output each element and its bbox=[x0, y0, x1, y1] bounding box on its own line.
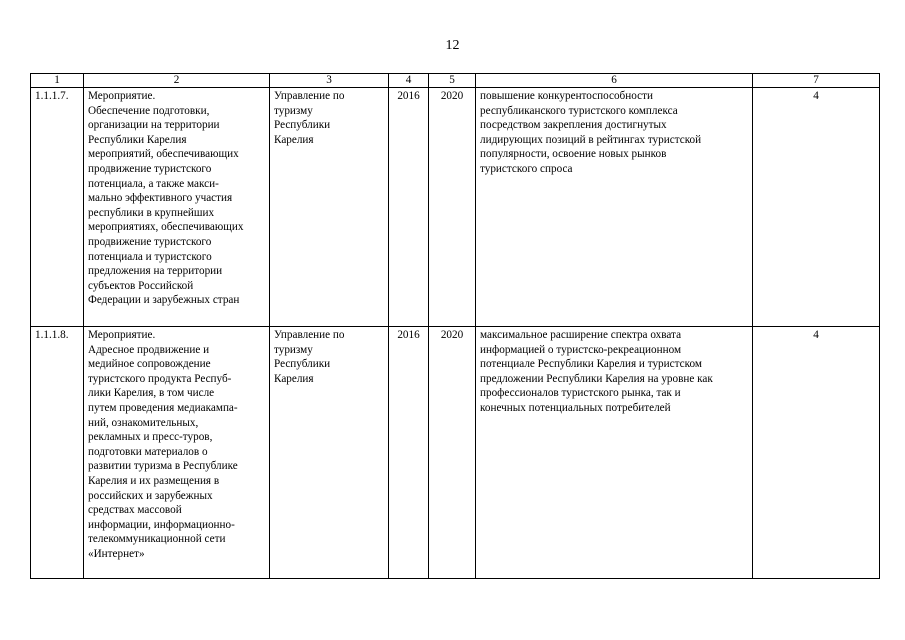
activity-line: развитии туризма в Республике bbox=[88, 460, 238, 473]
header-col-3: 3 bbox=[270, 74, 389, 88]
executor-line: Управление по bbox=[274, 329, 345, 341]
activity-line: ний, ознакомительных, bbox=[88, 416, 199, 429]
activity-line: Обеспечение подготовки, bbox=[88, 104, 210, 117]
measures-table bbox=[30, 73, 880, 579]
activity-cell bbox=[84, 88, 270, 327]
header-col-1: 1 bbox=[31, 74, 84, 88]
result-line: повышение конкурентоспособности bbox=[480, 90, 653, 102]
activity-line: лики Карелия, в том числе bbox=[88, 387, 215, 400]
result-line: потенциале Республики Карелия и туристском bbox=[480, 358, 702, 371]
executor-line: Управление по bbox=[274, 90, 345, 102]
activity-line: Карелия и их размещения в bbox=[88, 474, 220, 487]
activity-line: российских и зарубежных bbox=[88, 489, 213, 502]
activity-line: республики в крупнейших bbox=[88, 206, 215, 219]
end-year: 2020 bbox=[429, 88, 476, 327]
activity-line: Адресное продвижение и bbox=[88, 343, 210, 356]
executor-cell bbox=[270, 327, 389, 579]
result-line: туристского спроса bbox=[480, 162, 573, 175]
activity-line: телекоммуникационной сети bbox=[88, 533, 226, 546]
result-line: республиканского туристского комплекса bbox=[480, 104, 678, 117]
header-col-5: 5 bbox=[429, 74, 476, 88]
row-code: 1.1.1.7. bbox=[31, 88, 84, 327]
row-code: 1.1.1.8. bbox=[31, 327, 84, 579]
executor-line: Республики bbox=[274, 119, 331, 132]
start-year: 2016 bbox=[389, 88, 429, 327]
executor-line: туризму bbox=[274, 104, 313, 117]
activity-line: потенциала, а также макси- bbox=[88, 177, 219, 190]
executor-line: туризму bbox=[274, 343, 313, 356]
result-line: лидирующих позиций в рейтингах туристской bbox=[480, 133, 702, 146]
activity-line: путем проведения медиакампа- bbox=[88, 401, 238, 414]
activity-line: организации на территории bbox=[88, 119, 220, 132]
result-line: популярности, освоение новых рынков bbox=[480, 148, 667, 161]
table-row bbox=[31, 88, 880, 327]
result-line: посредством закрепления достигнутых bbox=[480, 119, 667, 132]
activity-line: медийное сопровождение bbox=[88, 358, 211, 371]
result-line: предложении Республики Карелия на уровне как bbox=[480, 372, 713, 385]
header-row bbox=[31, 74, 880, 88]
col7-value: 4 bbox=[753, 88, 880, 327]
activity-line: Республики Карелия bbox=[88, 133, 187, 146]
activity-line: Мероприятие. bbox=[88, 90, 156, 102]
activity-line: Мероприятие. bbox=[88, 329, 156, 341]
activity-line: продвижение туристского bbox=[88, 235, 212, 248]
activity-line: Федерации и зарубежных стран bbox=[88, 294, 240, 307]
start-year: 2016 bbox=[389, 327, 429, 579]
activity-line: потенциала и туристского bbox=[88, 250, 212, 263]
result-line: максимальное расширение спектра охвата bbox=[480, 329, 682, 341]
activity-line: «Интернет» bbox=[88, 547, 145, 560]
executor-line: Республики bbox=[274, 358, 331, 371]
result-line: конечных потенциальных потребителей bbox=[480, 401, 671, 414]
activity-line: предложения на территории bbox=[88, 265, 223, 278]
result-cell bbox=[476, 88, 753, 327]
activity-line: продвижение туристского bbox=[88, 162, 212, 175]
activity-line: средствах массовой bbox=[88, 504, 182, 517]
activity-cell bbox=[84, 327, 270, 579]
page-number: 12 bbox=[445, 38, 460, 53]
header-col-4: 4 bbox=[389, 74, 429, 88]
executor-line: Карелия bbox=[274, 133, 314, 146]
header-col-7: 7 bbox=[753, 74, 880, 88]
result-cell bbox=[476, 327, 753, 579]
activity-line: информации, информационно- bbox=[88, 518, 235, 531]
activity-line: рекламных и пресс-туров, bbox=[88, 431, 213, 444]
activity-line: мероприятий, обеспечивающих bbox=[88, 148, 239, 161]
executor-line: Карелия bbox=[274, 372, 314, 385]
activity-line: подготовки материалов о bbox=[88, 445, 208, 458]
result-line: информацией о туристско-рекреационном bbox=[480, 343, 682, 356]
activity-line: мероприятиях, обеспечивающих bbox=[88, 221, 244, 234]
table-row bbox=[31, 327, 880, 579]
result-line: профессионалов туристского рынка, так и bbox=[480, 387, 681, 400]
col7-value: 4 bbox=[753, 327, 880, 579]
executor-cell bbox=[270, 88, 389, 327]
header-col-2: 2 bbox=[84, 74, 270, 88]
end-year: 2020 bbox=[429, 327, 476, 579]
activity-line: туристского продукта Респуб- bbox=[88, 372, 232, 385]
activity-line: субъектов Российской bbox=[88, 279, 194, 292]
activity-line: мально эффективного участия bbox=[88, 192, 233, 205]
header-col-6: 6 bbox=[476, 74, 753, 88]
